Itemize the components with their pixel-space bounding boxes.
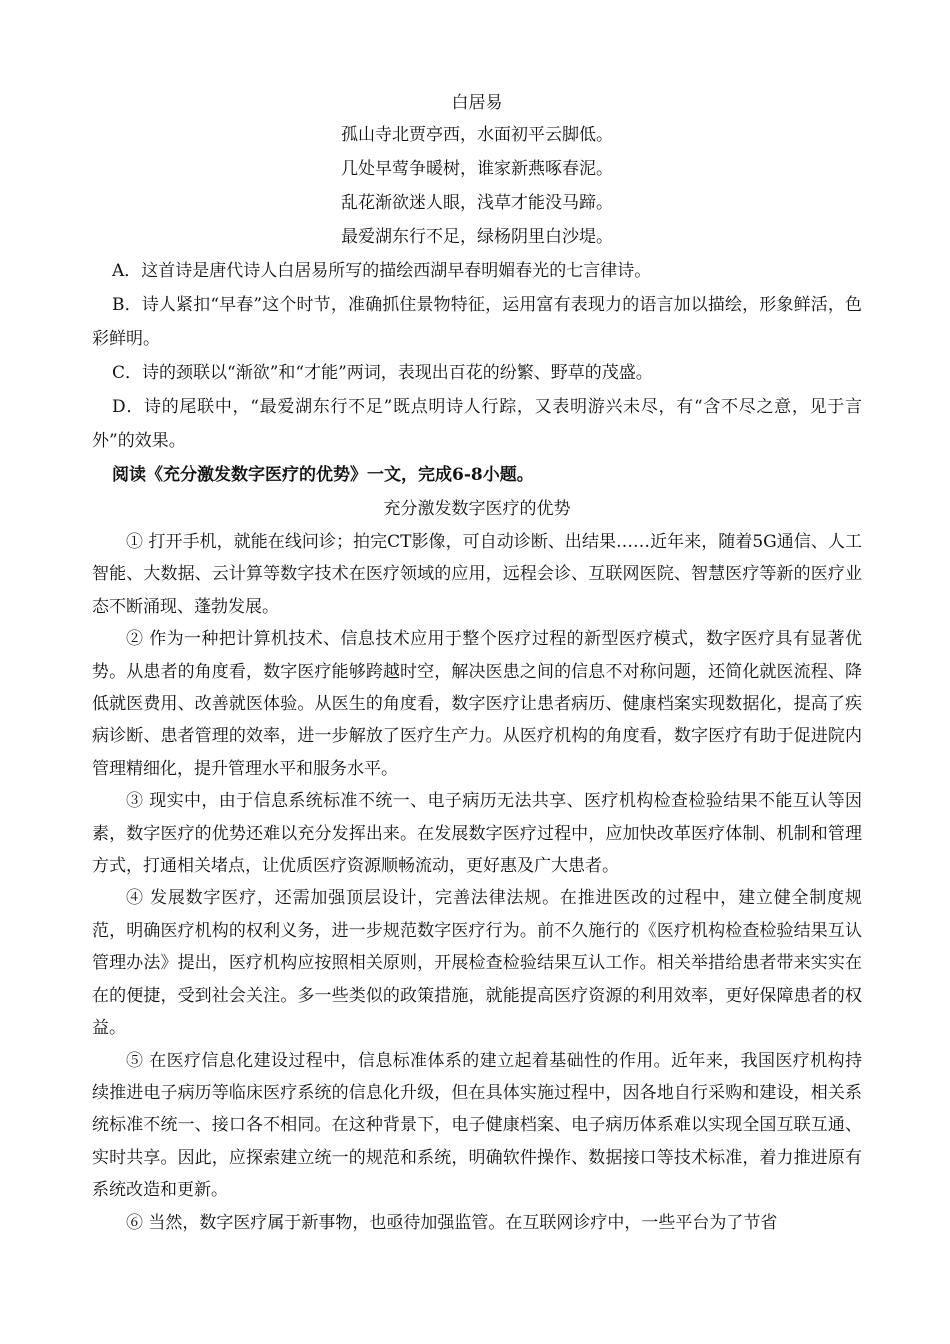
article-paragraph-4: ④ 发展数字医疗，还需加强顶层设计，完善法律法规。在推进医改的过程中，建立健全制度规范，明确医疗机构的权利义务，进一步规范数字医疗行为。前不久施行的《医疗机构检查检验结果互认管理办法》提出，医疗机构应按照相关原则，开展检查检验结果互认工作。相关举措给患者带来实实在在的便捷，受到社会关注。多一些类似的政策措施，就能提高医疗资源的利用效率，更好保障患者的权益。 (92, 888, 862, 1039)
article-paragraph-3: ③ 现实中，由于信息系统标准不统一、电子病历无法共享、医疗机构检查检验结果不能互认等因素，数字医疗的优势还难以充分发挥出来。在发展数字医疗过程中，应加快改革医疗体制、机制和管理方式，打通相关堵点，让优质医疗资源顺畅流动，更好惠及广大患者。 (92, 791, 862, 877)
poem-line-3: 乱花渐欲迷人眼，浅草才能没马蹄。 (341, 193, 613, 213)
poem-author: 白居易 (451, 93, 503, 113)
poem-line-4: 最爱湖东行不足，绿杨阴里白沙堤。 (341, 227, 613, 247)
article-paragraph-6: ⑥ 当然，数字医疗属于新事物，也亟待加强监管。在互联网诊疗中，一些平台为了节省 (126, 1212, 778, 1233)
option-b: B．诗人紧扣“早春”这个时节，准确抓住景物特征，运用富有表现力的语言加以描绘，形象鲜活，色彩鲜明。 (92, 295, 862, 349)
document-content (92, 88, 862, 1239)
poem-line-1: 孤山寺北贾亭西，水面初平云脚低。 (341, 125, 613, 145)
article-paragraph-1: ① 打开手机，就能在线问诊；拍完CT影像，可自动诊断、出结果……近年来，随着5G通信、人工智能、大数据、云计算等数字技术在医疗领域的应用，远程会诊、互联网医院、智慧医疗等新的医疗业态不断涌现、蓬勃发展。 (92, 532, 862, 617)
article-title: 充分激发数字医疗的优势 (383, 499, 571, 519)
poem-line-2: 几处早莺争暖树，谁家新燕啄春泥。 (341, 159, 613, 179)
reading-instruction: 阅读《充分激发数字医疗的优势》一文，完成6-8小题。 (112, 465, 534, 485)
option-d: D．诗的尾联中，“最爱湖东行不足”既点明诗人行踪，又表明游兴未尽，有“含不尽之意，见于言外”的效果。 (92, 397, 862, 451)
option-c: C．诗的颈联以“渐欲”和“才能”两词，表现出百花的纷繁、野草的茂盛。 (112, 363, 653, 383)
article-paragraph-2: ② 作为一种把计算机技术、信息技术应用于整个医疗过程的新型医疗模式，数字医疗具有显著优势。从患者的角度看，数字医疗能够跨越时空，解决医患之间的信息不对称问题，还简化就医流程、降低就医费用、改善就医体验。从医生的角度看，数字医疗让患者病历、健康档案实现数据化，提高了疾病诊断、患者管理的效率，进一步解放了医疗生产力。从医疗机构的角度看，数字医疗有助于促进院内管理精细化，提升管理水平和服务水平。 (92, 629, 862, 779)
option-a: A．这首诗是唐代诗人白居易所写的描绘西湖早春明媚春光的七言律诗。 (112, 261, 652, 281)
article-paragraph-5: ⑤ 在医疗信息化建设过程中，信息标准体系的建立起着基础性的作用。近年来，我国医疗机构持续推进电子病历等临床医疗系统的信息化升级，但在具体实施过程中，因各地自行采购和建设，相关系统标准不统一、接口各不相同。在这种背景下，电子健康档案、电子病历体系难以实现全国互联互通、实时共享。因此，应探索建立统一的规范和系统，明确软件操作、数据接口等技术标准，着力推进原有系统改造和更新。 (92, 1050, 862, 1201)
